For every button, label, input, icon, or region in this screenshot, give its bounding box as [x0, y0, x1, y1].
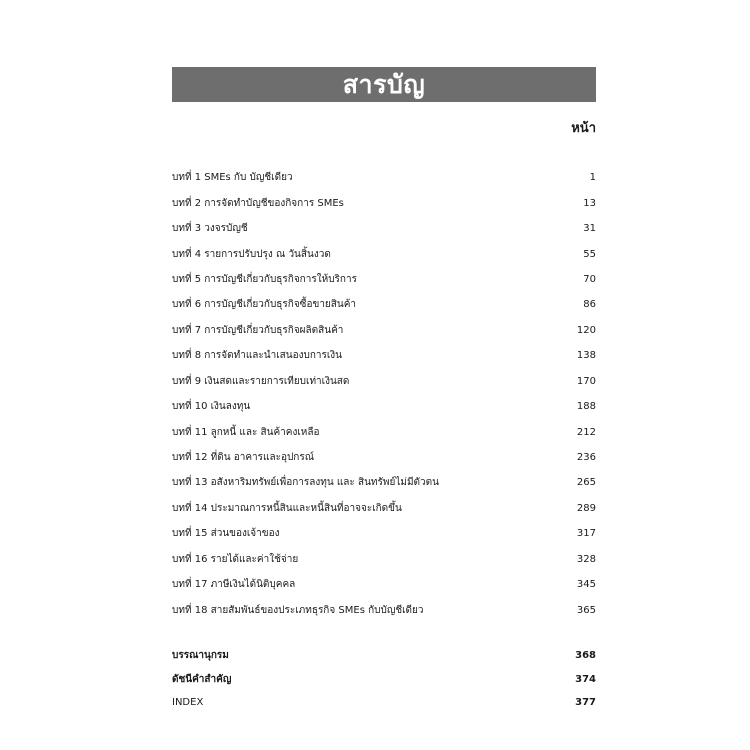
page-number: 345: [576, 579, 596, 591]
page-number: 170: [576, 375, 596, 387]
toc-entry: [172, 445, 596, 470]
table-of-contents: [172, 165, 596, 623]
toc-entry: [172, 343, 596, 368]
chapter-title: บทที่ 12 ที่ดิน อาคารและอุปกรณ์: [172, 452, 315, 464]
page-number: 31: [583, 223, 596, 235]
chapter-title: บทที่ 6 การบัญชีเกี่ยวกับธุรกิจซื้อขายสินค้า: [172, 299, 357, 311]
toc-entry: [172, 318, 596, 343]
keyword-index-label: ดัชนีคำสำคัญ: [172, 673, 232, 685]
toc-entry: [172, 394, 596, 419]
chapter-title: บทที่ 9 เงินสดและรายการเทียบเท่าเงินสด: [172, 375, 350, 387]
page-number: 374: [575, 673, 596, 685]
chapter-title: บทที่ 8 การจัดทำและนำเสนองบการเงิน: [172, 350, 343, 362]
page-number: 70: [583, 273, 596, 285]
page-number: 212: [576, 426, 596, 438]
toc-entry: [172, 165, 596, 190]
toc-entry: [172, 216, 596, 241]
page-number: 138: [576, 350, 596, 362]
chapter-title: บทที่ 16 รายได้และค่าใช้จ่าย: [172, 553, 299, 565]
page-number: 265: [576, 477, 596, 489]
page-number: 328: [576, 553, 596, 565]
toc-entry: [172, 292, 596, 317]
page-title: สารบัญ: [342, 70, 426, 99]
chapter-title: บทที่ 13 อสังหาริมทรัพย์เพื่อการลงทุน และ สินทรัพย์ไม่มีตัวตน: [172, 477, 439, 489]
page-number: 365: [576, 604, 596, 616]
page-number: 13: [583, 197, 596, 209]
chapter-title: บทที่ 5 การบัญชีเกี่ยวกับธุรกิจการให้บริการ: [172, 273, 357, 285]
chapter-title: บทที่ 3 วงจรบัญชี: [172, 223, 248, 235]
page-number: 1: [589, 172, 596, 184]
toc-entry: [172, 190, 596, 215]
toc-entry: [172, 267, 596, 292]
toc-entry: [172, 241, 596, 266]
page-number: 86: [583, 299, 596, 311]
toc-entry: [172, 547, 596, 572]
page-number: 289: [576, 502, 596, 514]
chapter-title: บทที่ 7 การบัญชีเกี่ยวกับธุรกิจผลิตสินค้า: [172, 324, 344, 336]
title-banner: [172, 67, 596, 102]
toc-entry: [172, 419, 596, 444]
index-label: INDEX: [172, 697, 204, 709]
back-matter-entry: [172, 691, 596, 715]
page-column-heading: หน้า: [571, 121, 596, 136]
chapter-title: บทที่ 17 ภาษีเงินได้นิติบุคคล: [172, 579, 296, 591]
chapter-title: บทที่ 1 SMEs กับ บัญชีเดียว: [172, 172, 293, 184]
page-number: 368: [575, 650, 596, 662]
toc-entry: [172, 496, 596, 521]
toc-entry: [172, 369, 596, 394]
page-number: 236: [576, 452, 596, 464]
toc-entry: [172, 470, 596, 495]
chapter-title: บทที่ 14 ประมาณการหนี้สินและหนี้สินที่อาจจะเกิดขึ้น: [172, 502, 402, 514]
toc-entry: [172, 597, 596, 622]
bibliography-label: บรรณานุกรม: [172, 650, 229, 662]
back-matter: [172, 644, 596, 715]
toc-entry: [172, 521, 596, 546]
page-number: 377: [575, 697, 596, 709]
page-number: 188: [576, 401, 596, 413]
chapter-title: บทที่ 15 ส่วนของเจ้าของ: [172, 528, 280, 540]
page-number: 317: [576, 528, 596, 540]
chapter-title: บทที่ 10 เงินลงทุน: [172, 401, 251, 413]
toc-entry: [172, 572, 596, 597]
chapter-title: บทที่ 18 สายสัมพันธ์ของประเภทธุรกิจ SMEs กับบัญชีเดียว: [172, 604, 424, 616]
page-number: 55: [583, 248, 596, 260]
chapter-title: บทที่ 4 รายการปรับปรุง ณ วันสิ้นงวด: [172, 248, 331, 260]
back-matter-entry: [172, 668, 596, 692]
back-matter-entry: [172, 644, 596, 668]
page-number: 120: [576, 324, 596, 336]
chapter-title: บทที่ 11 ลูกหนี้ และ สินค้าคงเหลือ: [172, 426, 320, 438]
chapter-title: บทที่ 2 การจัดทำบัญชีของกิจการ SMEs: [172, 197, 344, 209]
